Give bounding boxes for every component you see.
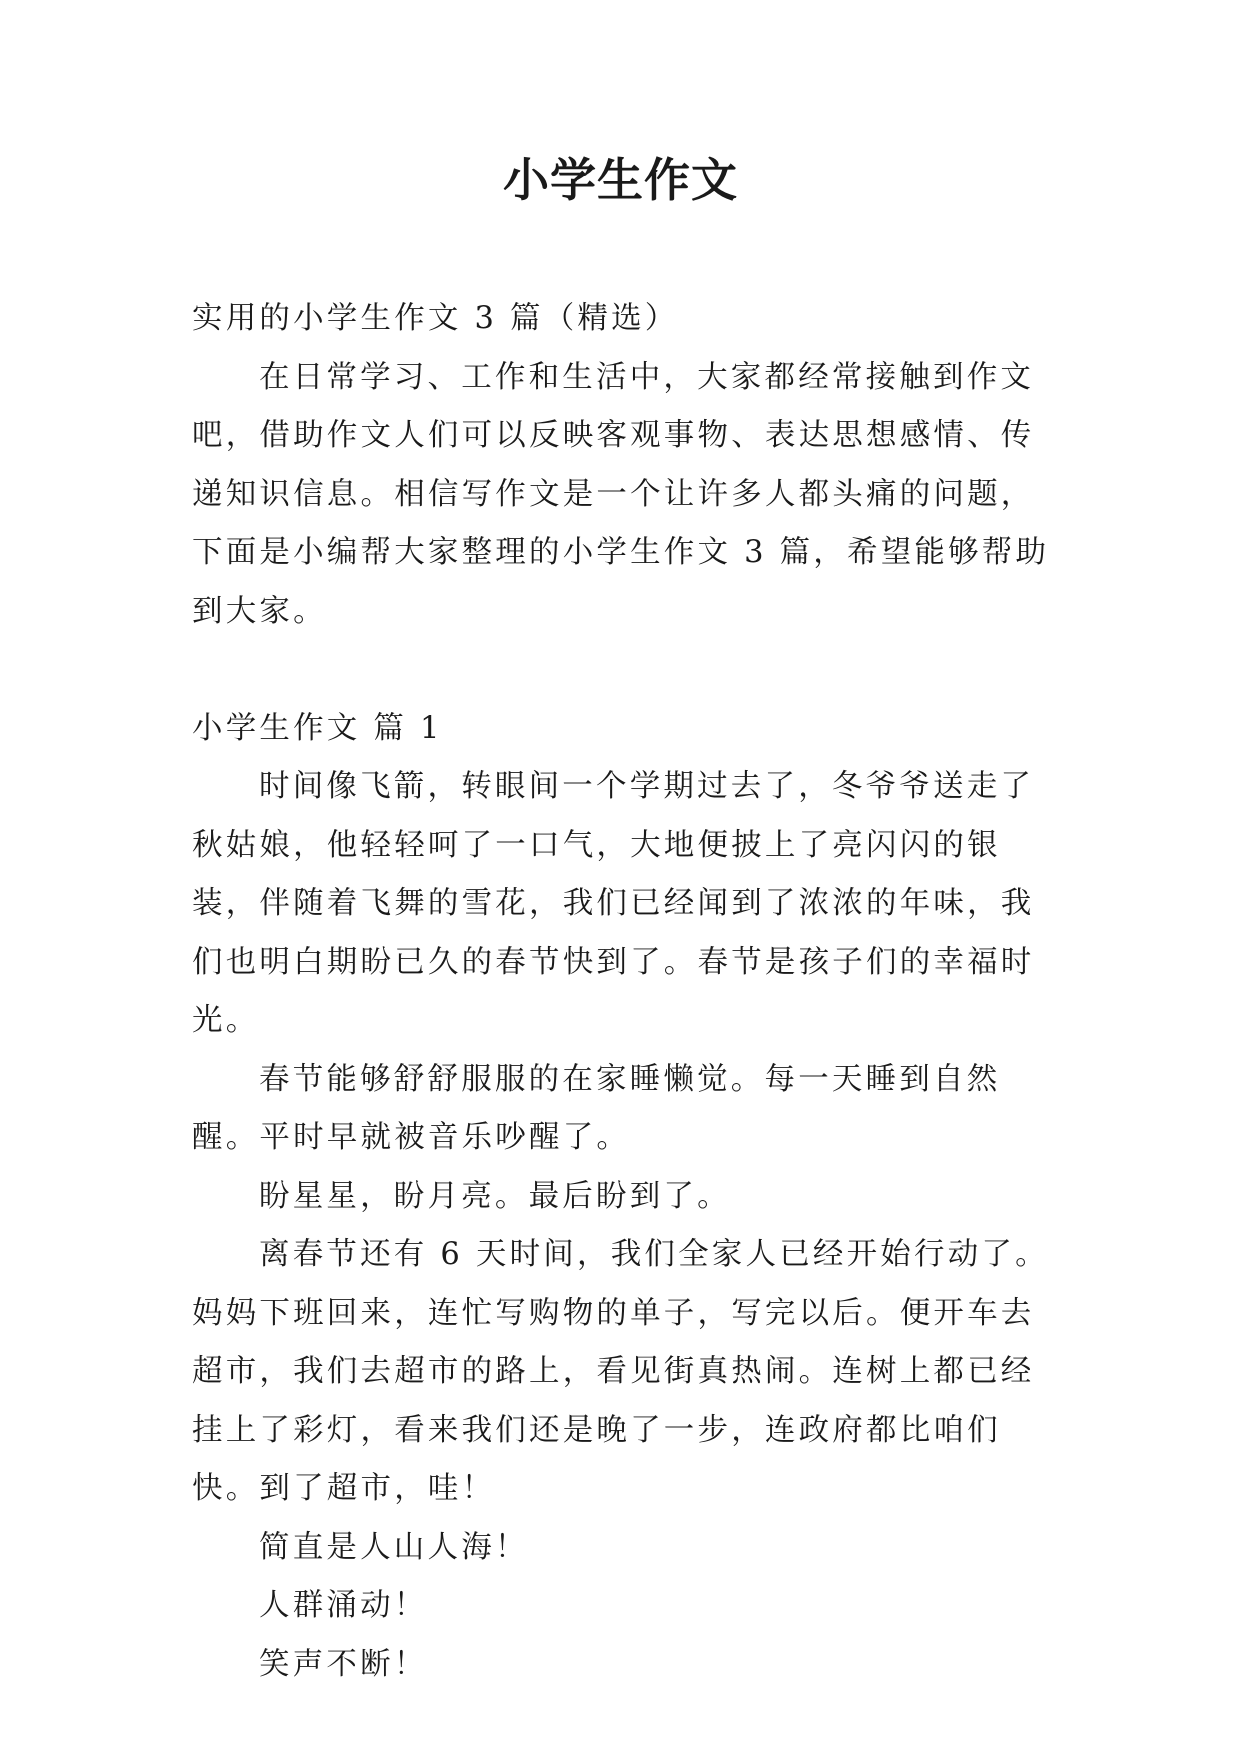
document-subtitle: 实用的小学生作文 3 篇（精选）: [192, 301, 679, 336]
body-paragraph: 离春节还有 6 天时间，我们全家人已经开始行动了。妈妈下班回来，连忙写购物的单子，写完以后。便开车去超市，我们去超市的路上，看见街真热闹。连树上都已经挂上了彩灯，看来我们还是晚了一步，连政府都比咱们快。到了超市，哇！: [192, 1237, 1049, 1506]
body-paragraph: 笑声不断！: [259, 1646, 428, 1682]
body-paragraph: 春节能够舒舒服服的在家睡懒觉。每一天睡到自然醒。平时早就被音乐吵醒了。: [192, 1061, 1001, 1155]
document-title: 小学生作文: [503, 153, 738, 207]
intro-paragraph: 在日常学习、工作和生活中，大家都经常接触到作文吧，借助作文人们可以反映客观事物、表达思想感情、传递知识信息。相信写作文是一个让许多人都头痛的问题，下面是小编帮大家整理的小学生作文 3 篇，希望能够帮助到大家。: [192, 359, 1050, 629]
body-paragraph: 时间像飞箭，转眼间一个学期过去了，冬爷爷送走了秋姑娘，他轻轻呵了一口气，大地便披上了亮闪闪的银装，伴随着飞舞的雪花，我们已经闻到了浓浓的年味，我们也明白期盼已久的春节快到了。春节是孩子们的幸福时光。: [192, 769, 1035, 1038]
document-body: [192, 290, 1067, 1694]
body-paragraph: 简直是人山人海！: [259, 1529, 529, 1565]
body-paragraph: 人群涌动！: [259, 1588, 428, 1623]
body-paragraph: 盼星星，盼月亮。最后盼到了。: [259, 1178, 731, 1214]
section-heading: 小学生作文 篇 1: [192, 710, 443, 746]
